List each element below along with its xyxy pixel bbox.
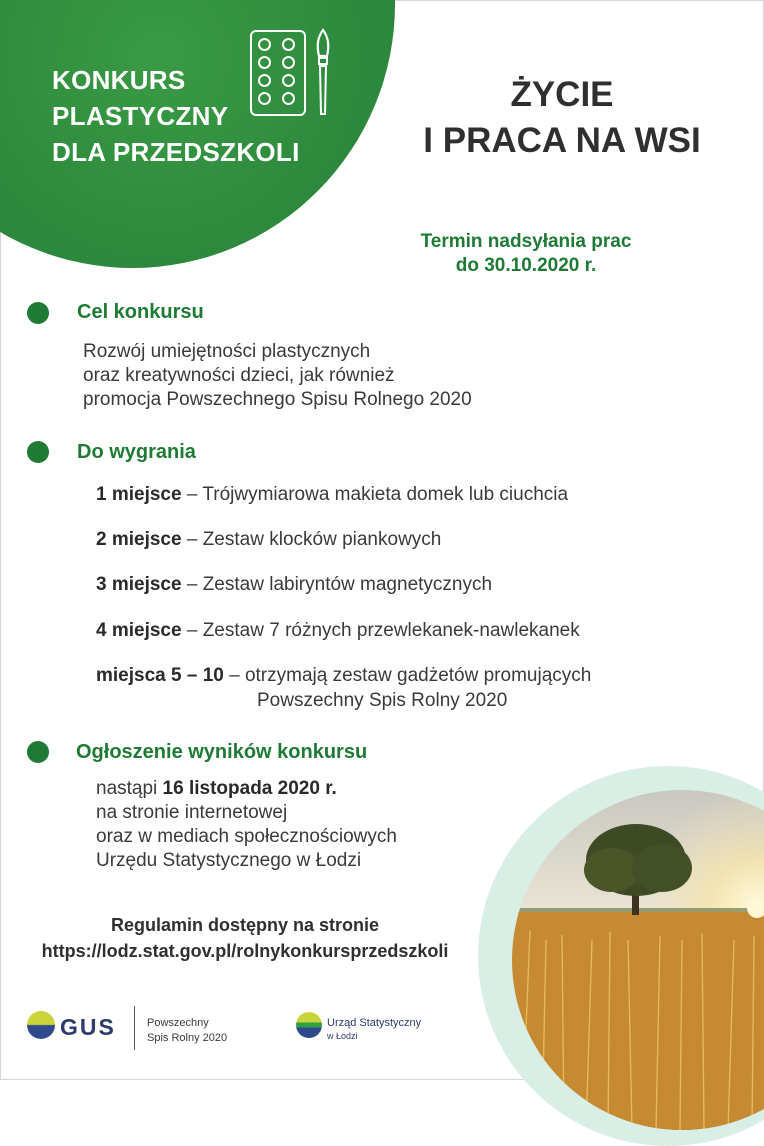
- prize-description: – Zestaw 7 różnych przewlekanek-nawlekanek: [181, 620, 580, 641]
- prizes-heading: Do wygrania: [77, 441, 196, 463]
- prize-item: [96, 664, 591, 688]
- prize-item: [96, 573, 492, 597]
- us-lodz-logo-text: [327, 1017, 421, 1043]
- results-text: [96, 777, 397, 873]
- paint-palette-icon: [250, 30, 306, 116]
- goal-line: promocja Powszechnego Spisu Rolnego 2020: [83, 389, 472, 410]
- goal-line: oraz kreatywności dzieci, jak również: [83, 365, 395, 386]
- poster-title: [400, 72, 724, 164]
- gus-logo-icon: [27, 1011, 55, 1039]
- results-heading: Ogłoszenie wyników konkursu: [76, 741, 368, 763]
- results-prefix: nastąpi: [96, 778, 163, 799]
- prize-item: [96, 528, 441, 552]
- prize-description: – Zestaw labiryntów magnetycznych: [181, 574, 493, 595]
- contest-line-3: DLA PRZEDSZKOLI: [52, 137, 300, 167]
- results-line: Urzędu Statystycznego w Łodzi: [96, 850, 362, 871]
- contest-line-2: PLASTYCZNY: [52, 101, 229, 131]
- goal-text: [83, 340, 472, 412]
- deadline-line-2: do 30.10.2020 r.: [455, 255, 597, 276]
- title-line-2: I PRACA NA WSI: [423, 121, 701, 160]
- regulations-label: Regulamin dostępny na stronie: [110, 915, 380, 935]
- section-bullet: [27, 302, 49, 324]
- prize-description: – Zestaw klocków piankowych: [181, 529, 442, 550]
- regulations-link[interactable]: https://lodz.stat.gov.pl/rolnykonkursprzedszkoli: [41, 941, 449, 961]
- us-lodz-logo-icon: [296, 1012, 322, 1038]
- prize-place: miejsca 5 – 10: [96, 665, 224, 686]
- results-line: na stronie internetowej: [96, 802, 288, 823]
- submission-deadline: [360, 230, 692, 278]
- psr-logo-text: [147, 1016, 227, 1046]
- prize-place: 1 miejsce: [96, 484, 182, 505]
- us-line: w Łodzi: [327, 1031, 358, 1041]
- us-line: Urząd Statystyczny: [327, 1017, 422, 1029]
- prize-item: [96, 619, 580, 643]
- prize-description: – otrzymają zestaw gadżetów promujących: [223, 665, 592, 686]
- prize-place: 4 miejsce: [96, 620, 182, 641]
- paintbrush-icon: [313, 28, 333, 118]
- title-line-1: ŻYCIE: [510, 75, 614, 114]
- contest-line-1: KONKURS: [52, 65, 186, 95]
- section-bullet: [27, 441, 49, 463]
- prize-description-continued: Powszechny Spis Rolny 2020: [257, 690, 508, 711]
- psr-line: Powszechny: [147, 1017, 209, 1029]
- goal-heading: Cel konkursu: [77, 301, 204, 323]
- logo-divider: [134, 1006, 135, 1050]
- prize-place: 2 miejsce: [96, 529, 182, 550]
- deadline-line-1: Termin nadsyłania prac: [420, 231, 632, 252]
- results-line: oraz w mediach społecznościowych: [96, 826, 397, 847]
- prize-item: [96, 483, 568, 507]
- section-bullet: [27, 741, 49, 763]
- goal-line: Rozwój umiejętności plastycznych: [83, 341, 371, 362]
- prize-description: – Trójwymiarowa makieta domek lub ciuchcia: [181, 484, 569, 505]
- psr-line: Spis Rolny 2020: [147, 1032, 228, 1044]
- results-date: 16 listopada 2020 r.: [162, 778, 337, 799]
- gus-wordmark: GUS: [60, 1014, 116, 1040]
- prize-place: 3 miejsce: [96, 574, 182, 595]
- results-date-line: [96, 777, 397, 801]
